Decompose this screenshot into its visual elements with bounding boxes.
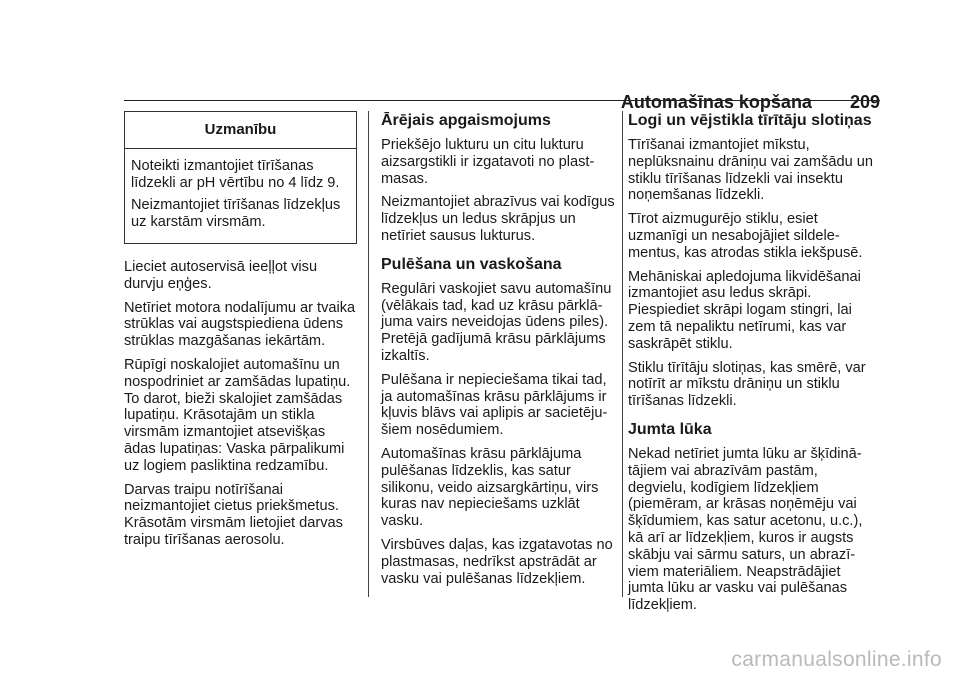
caution-text: Neizmantojiet tīrīšanas līdzekļus uz karstām virsmām. — [131, 197, 341, 231]
paragraph: Nekad netīriet jumta lūku ar šķīdinātājiem vai abrazīvām pastām, degvielu, kodīgiem līdzekļiem (piemēram, ar krāsas noņēmēju vai šķīdumiem, kas satur acetonu, u.c.), kā arī ar līdzekļiem, kuros ir augsts skābju vai sārmu saturs, un abrazīviem materiāliem. Neapstrādājiet jumta lūku ar vasku vai pulēšanas līdzekļiem. — [628, 445, 863, 614]
caution-title: Uzmanību — [125, 112, 356, 149]
paragraph: Tīrīšanai izmantojiet mīkstu, neplūksnainu drāniņu vai zamšādu un stiklu tīrīšanas līdzekli vai insektu noņemšanas līdzekli. — [628, 137, 874, 204]
paragraph: Mehāniskai apledojuma likvidēšanai izmantojiet asu ledus skrāpi. Piespiediet skrāpi logam stingri, lai zem tā nepaliktu netīrumi, kas var saskrāpēt stiklu. — [628, 268, 861, 352]
column-3 — [628, 111, 880, 621]
paragraph: Stiklu tīrītāju slotiņas, kas smērē, var notīrīt ar mīkstu drāniņu un stiklu tīrīšanas līdzekli. — [628, 359, 866, 410]
section-heading-windows-wipers: Logi un vējstikla tīrītāju slotiņas — [628, 112, 872, 129]
paragraph: Darvas traipu notīrīšanai neizmantojiet cietus priekšmetus. Krāsotām virsmām lietojiet darvas traipu tīrīšanas aerosolu. — [124, 481, 343, 548]
paragraph: Automašīnas krāsu pārklājuma pulēšanas līdzeklis, kas satur silikonu, veido aizsargkārtiņu, virs kuras nav nepieciešams uzklāt vasku. — [381, 445, 599, 530]
caution-box — [124, 111, 357, 244]
column-divider — [622, 111, 623, 597]
watermark: carmanualsonline.info — [731, 648, 942, 671]
section-heading-exterior-lights: Ārējais apgaismojums — [381, 112, 551, 129]
section-heading-polishing: Pulēšana un vaskošana — [381, 255, 562, 273]
column-divider — [368, 111, 369, 597]
paragraph: Netīriet motora nodalījumu ar tvaika strūklas vai augstspiediena ūdens strūklas mazgāšanas iekārtām. — [124, 299, 356, 350]
paragraph: Lieciet autoservisā ieeļļot visu durvju eņģes. — [124, 258, 318, 292]
paragraph: Rūpīgi noskalojiet automašīnu un nospodriniet ar zamšādas lupatiņu. To darot, bieži skalojiet zamšādas lupatiņu. Krāsotajām un stikla virsmām izmantojiet atsevišķas ādas lupatiņas: Vaska pārpalikumi uz logiem pasliktina redzamību. — [124, 356, 351, 474]
caution-text: Noteikti izmantojiet tīrīšanas līdzekli ar pH vērtību no 4 līdz 9. — [131, 157, 340, 191]
page-header — [124, 92, 880, 113]
paragraph: Pulēšana ir nepieciešama tikai tad, ja automašīnas krāsu pārklājums ir kļuvis blāvs vai aplipis ar sacietējušiem nosēdumiem. — [381, 371, 608, 439]
paragraph: Regulāri vaskojiet savu automašīnu (vēlākais tad, kad uz krāsu pārklājuma vairs neveidojas ūdens piles). Pretējā gadījumā krāsu pārklājums izkaltīs. — [381, 280, 612, 364]
paragraph: Priekšējo lukturu un citu lukturu aizsargstikli ir izgatavoti no plastmasas. — [381, 137, 595, 187]
section-heading-sunroof: Jumta lūka — [628, 420, 712, 438]
paragraph: Virsbūves daļas, kas izgatavotas no plastmasas, nedrīkst apstrādāt ar vasku vai pulēšanas līdzekļiem. — [381, 536, 613, 587]
paragraph: Tīrot aizmugurējo stiklu, esiet uzmanīgi un nesabojājiet sildelementus, kas atrodas stikla iekšpusē. — [628, 211, 863, 261]
paragraph: Neizmantojiet abrazīvus vai kodīgus līdzekļus un ledus skrāpjus un netīriet sausus lukturus. — [381, 194, 615, 244]
header-rule — [124, 100, 880, 101]
column-1 — [124, 111, 357, 556]
column-2 — [381, 111, 619, 594]
page-title: Automašīnas kopšana — [620, 92, 812, 112]
page-number: 209 — [849, 92, 880, 112]
